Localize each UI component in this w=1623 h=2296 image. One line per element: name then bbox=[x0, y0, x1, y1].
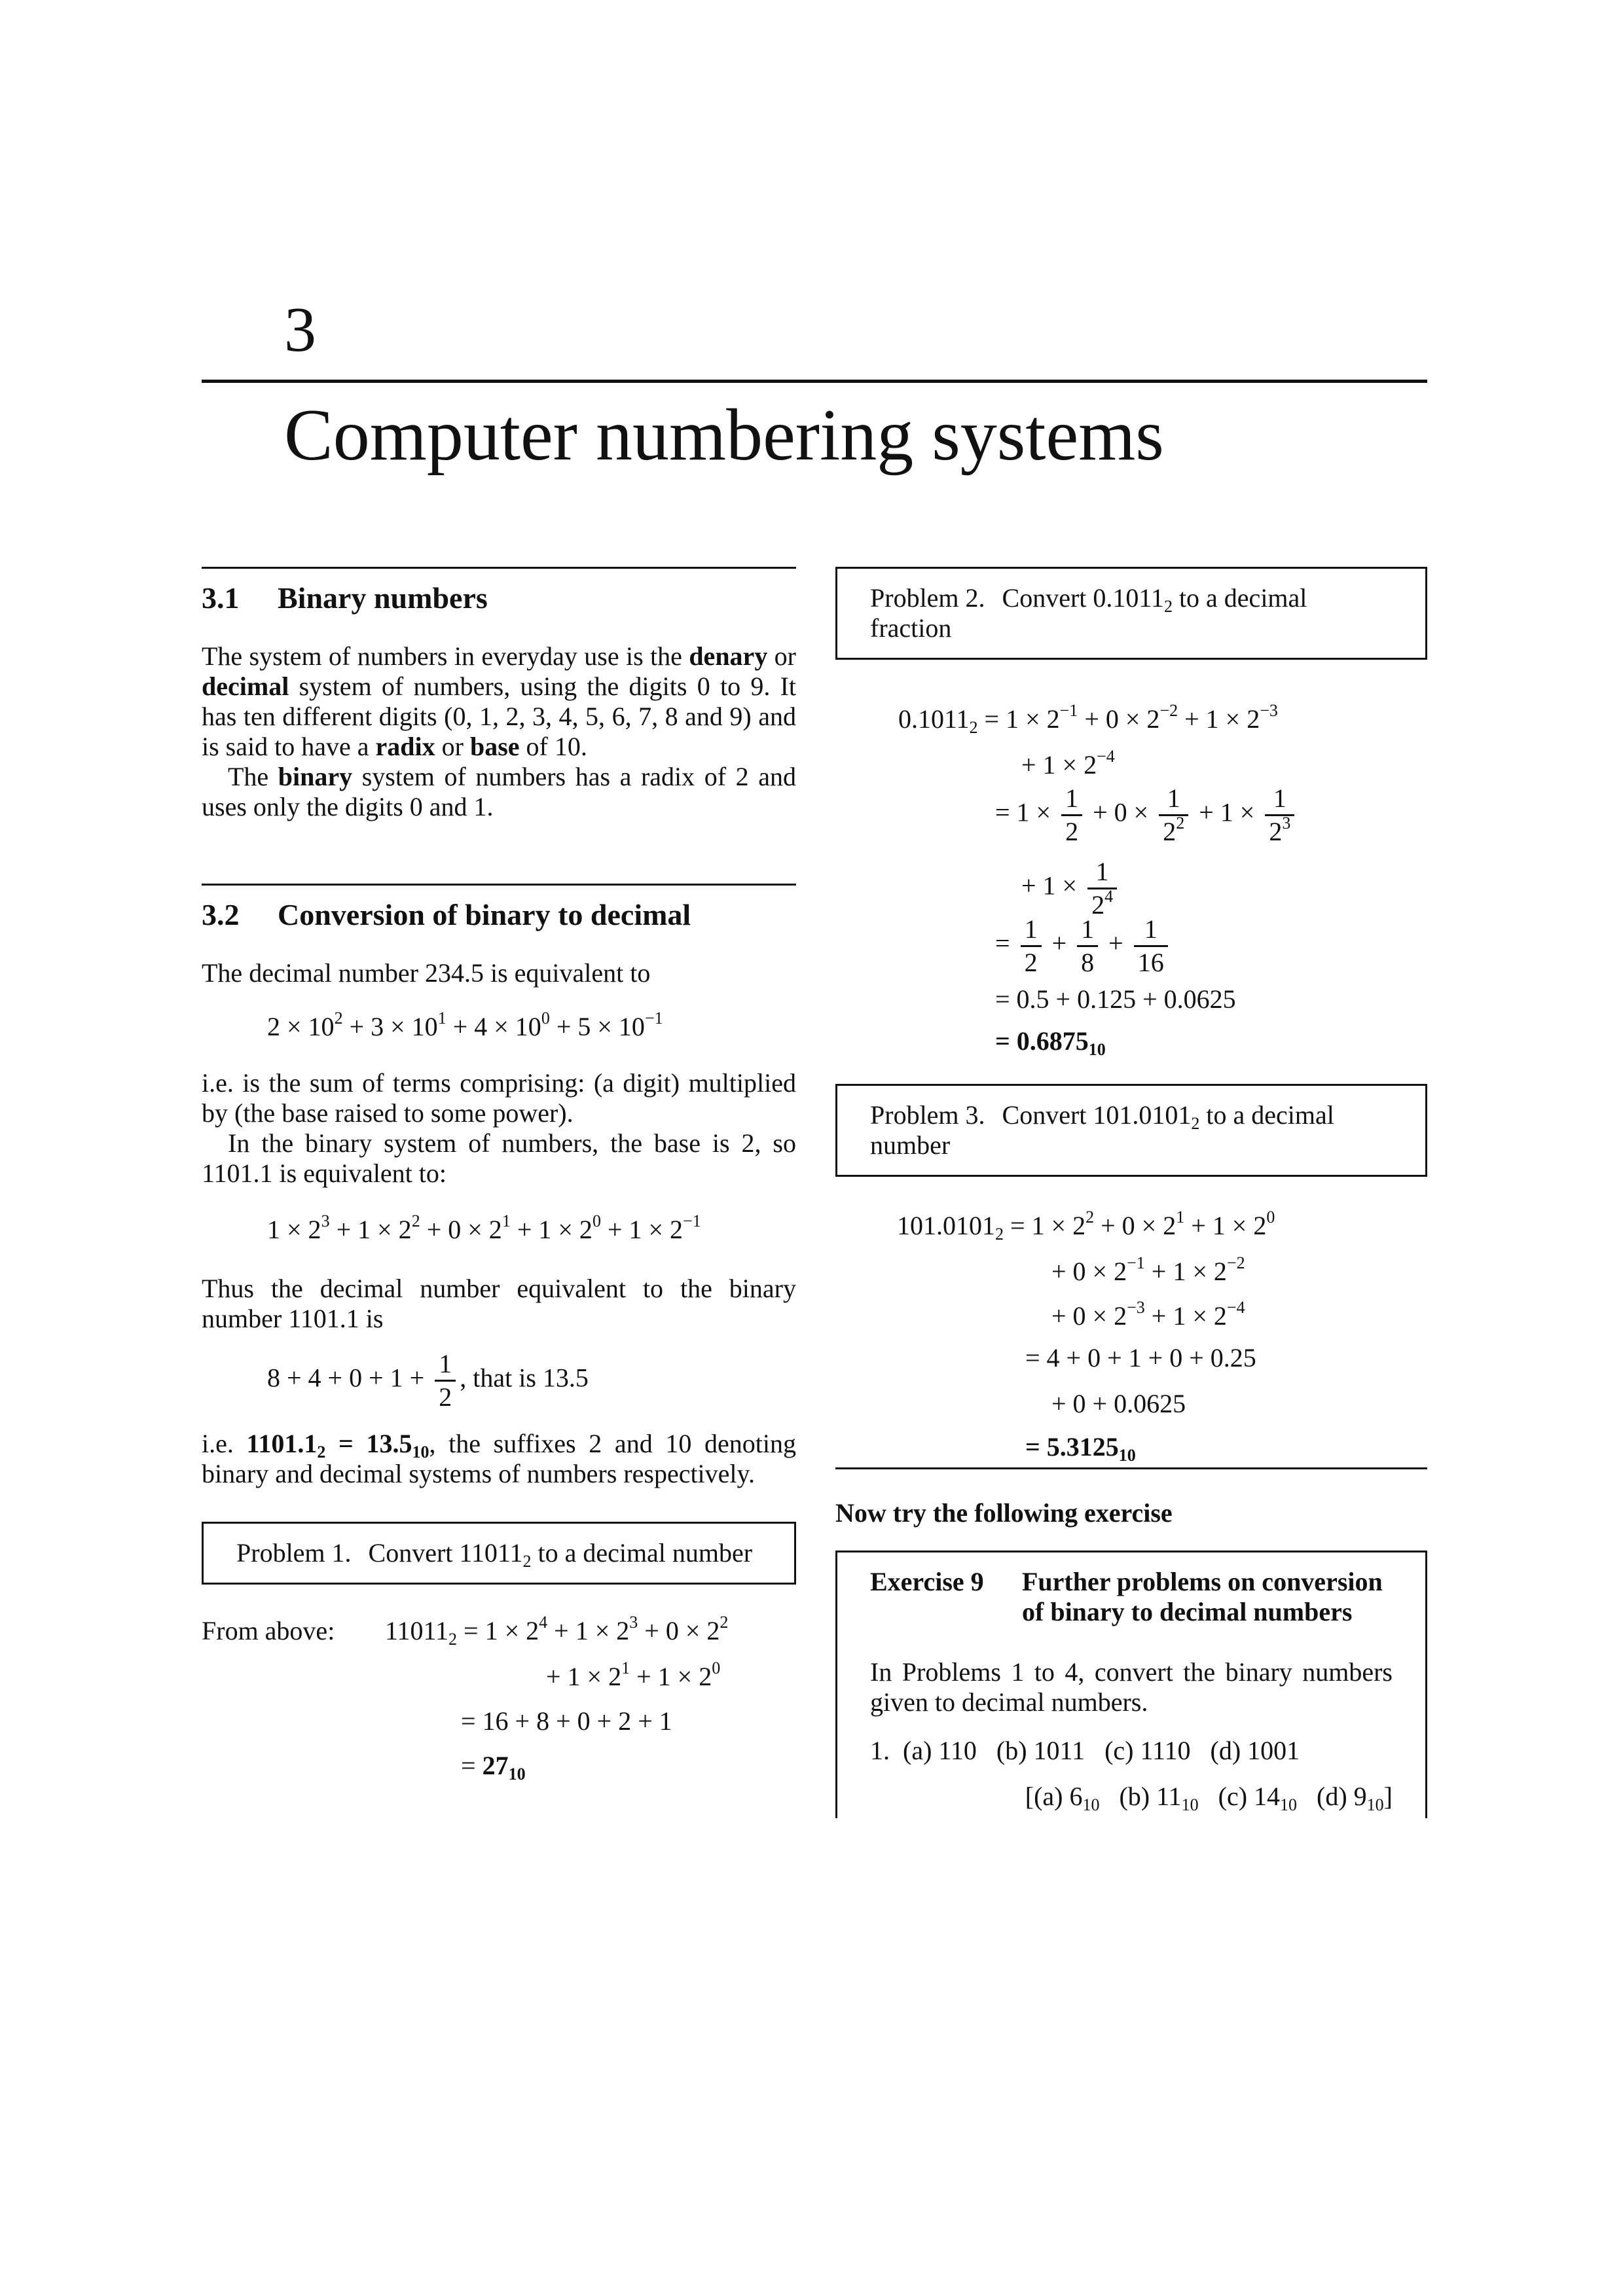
paragraph-intro: The decimal number 234.5 is equivalent to bbox=[202, 958, 651, 988]
left-column bbox=[202, 567, 796, 1806]
problem-1-solution: From above: $11011_2 = 1 \times 2^4 + 1 \times 2^3 + 0 \times 2^2$ + $1 \times 2^1 + 1 \times 2^0$ = 16 + 8 + 0 + 2 + 1 = $27_{10}$ bbox=[202, 1613, 729, 1784]
section-number: 3.1 bbox=[202, 581, 240, 615]
problem-2-solution: $0.1011_2 = 1 \times 2^{-1} + 0 \times 2^{-2} + 1 \times 2^{-3}$ + $1 \times 2^{-4}$ = 1 × $\frac{1}{2}$ + 0 × $\frac{1}{2^2}$ + 1 × $\frac{1}{2^3}$ + 1 × $\frac{1}{2^4}$ = $\frac{1}{2}$ + $\frac{1}{8}$ + $\frac{1}{16}$ = 0.5 + 0.125 + 0.0625 = $0.6875_{10}$ bbox=[835, 674, 1427, 1059]
problem-1-result: 27 bbox=[482, 1751, 509, 1780]
problem-label: Problem 1. bbox=[236, 1538, 352, 1568]
paragraph-denary: The system of numbers in everyday use is the denary or decimal system of numbers, using the digits 0 to 9. It has ten different digits (0, 1, 2, 3, 4, 5, 6, 7, 8 and 9) and is said to have a radix or base of 10. bbox=[202, 641, 797, 761]
chapter-rule bbox=[202, 380, 1427, 383]
problem-label: Problem 3. bbox=[870, 1100, 985, 1130]
section-heading-3-1 bbox=[202, 581, 796, 615]
section-heading-3-2 bbox=[202, 897, 796, 932]
problem-3-box: Problem 3. Convert $101.0101_2$ to a decimal number bbox=[835, 1084, 1427, 1177]
equation-13-5: 8 + 4 + 0 + 1 + $\frac{1}{2}$ , that is 13.5 bbox=[267, 1349, 589, 1412]
problem-label: Problem 2. bbox=[870, 583, 985, 613]
right-column bbox=[835, 567, 1427, 1818]
exercise-label: Exercise 9 bbox=[870, 1567, 984, 1596]
problem-1-box: Problem 1. Convert $11011_2$ to a decimal number bbox=[202, 1522, 796, 1585]
chapter-title: Computer numbering systems bbox=[284, 395, 1164, 476]
paragraph-binary: The binary system of numbers has a radix of 2 and uses only the digits 0 and 1. bbox=[202, 762, 796, 821]
exercise-rule bbox=[835, 1467, 1427, 1469]
paragraph-thus: Thus the decimal number equivalent to the binary number 1101.1 is bbox=[202, 1274, 796, 1333]
exercise-9-box bbox=[835, 1551, 1427, 1818]
problem-3-solution: $101.0101_2 = 1 \times 2^2 + 0 \times 2^1 + 1 \times 2^0$ + $0 \times 2^{-1} + 1 \times 2^{-2}$ + $0 \times 2^{-3} + 1 \times 2^{-4}$ = 4 + 0 + 1 + 0 + 0.25 + 0 + 0.0625 = $5.3125_{10}$ bbox=[897, 1208, 1275, 1465]
section-rule bbox=[202, 567, 796, 569]
paragraph-suffixes: i.e. $1101.1_2 = 13.5_{10}$, the suffixes 2 and 10 denoting binary and decimal systems of numbers respectively. bbox=[202, 1429, 797, 1488]
problem-2-result: 0.6875 bbox=[1016, 1026, 1089, 1056]
exercise-answer-1: [(a) $6_{10}$ (b) $11_{10}$ (c) $14_{10}$ (d) $9_{10}$] bbox=[1025, 1782, 1393, 1814]
exercise-heading bbox=[870, 1567, 1393, 1627]
equation-234-5: $2 \times 10^2 + 3 \times 10^1 + 4 \times 10^0 + 5 \times 10^{-1}$ bbox=[267, 1009, 663, 1041]
section-title: Binary numbers bbox=[278, 581, 488, 615]
from-above-label: From above: bbox=[202, 1616, 335, 1645]
problem-2-box: Problem 2. Convert $0.1011_2$ to a decimal fraction bbox=[835, 567, 1427, 660]
exercise-question-1: 1. (a) 110 (b) 1011 (c) 1110 (d) 1001 bbox=[870, 1736, 1300, 1765]
section-number: 3.2 bbox=[202, 898, 240, 931]
equation-1101-1: $1 \times 2^3 + 1 \times 2^2 + 0 \times 2^1 + 1 \times 2^0 + 1 \times 2^{-1}$ bbox=[267, 1211, 701, 1244]
exercise-intro: In Problems 1 to 4, convert the binary numbers given to decimal numbers. bbox=[870, 1657, 1393, 1717]
exercise-title: Further problems on conversion of binary to decimal numbers bbox=[1022, 1567, 1383, 1626]
now-try-heading: Now try the following exercise bbox=[835, 1498, 1173, 1528]
section-rule bbox=[202, 884, 796, 886]
chapter-number: 3 bbox=[284, 295, 316, 365]
problem-3-result: 5.3125 bbox=[1046, 1432, 1119, 1462]
paragraph-sum-of-terms: i.e. is the sum of terms comprising: (a digit) multiplied by (the base raised to some power). bbox=[202, 1068, 796, 1128]
paragraph-base-two: In the binary system of numbers, the base is 2, so 1101.1 is equivalent to: bbox=[202, 1128, 796, 1188]
section-title: Conversion of binary to decimal bbox=[278, 898, 691, 931]
